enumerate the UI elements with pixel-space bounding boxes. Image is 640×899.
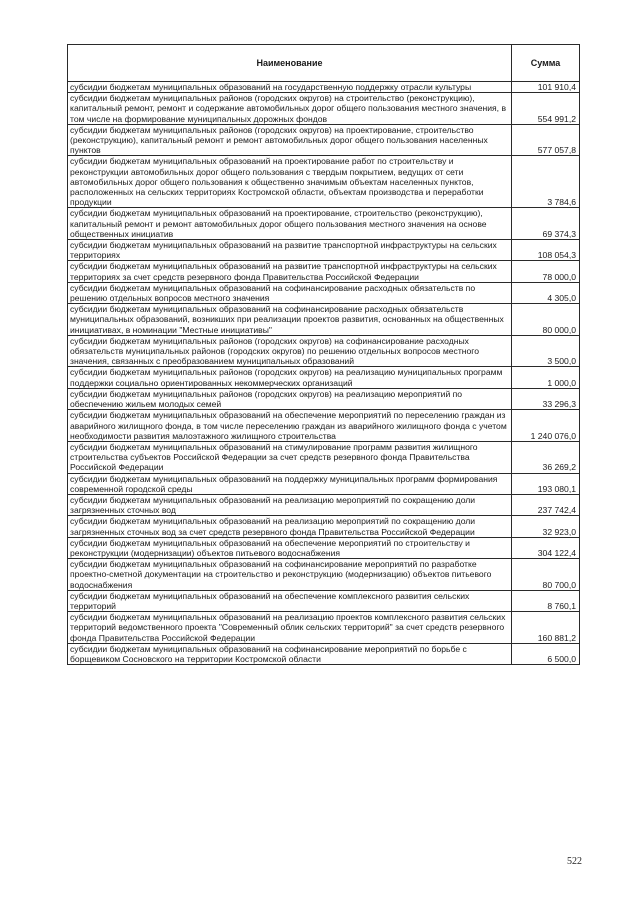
row-sum: 554 991,2 <box>512 93 580 125</box>
row-sum: 108 054,3 <box>512 240 580 261</box>
row-sum: 8 760,1 <box>512 590 580 611</box>
row-name: субсидии бюджетам муниципальных образований на стимулирование программ развития жилищного строительства субъектов Российской Федерации за счет средств резервного фонда Правительства Российской Федерации <box>68 441 512 473</box>
table-row <box>68 367 580 388</box>
row-name: субсидии бюджетам муниципальных образований на софинансирование мероприятий по разработке проектно-сметной документации на строительство и реконструкцию (модернизацию) объектов питьевого водоснабжения <box>68 559 512 591</box>
table-row <box>68 282 580 303</box>
table-row <box>68 156 580 208</box>
row-sum: 304 122,4 <box>512 537 580 558</box>
row-sum: 1 000,0 <box>512 367 580 388</box>
row-name: субсидии бюджетам муниципальных образований на развитие транспортной инфраструктуры на сельских территориях за счет средств резервного фонда Правительства Российской Федерации <box>68 261 512 282</box>
row-name: субсидии бюджетам муниципальных образований на софинансирование расходных обязательств по решению отдельных вопросов местного значения <box>68 282 512 303</box>
table-row <box>68 516 580 537</box>
row-name: субсидии бюджетам муниципальных районов (городских округов) на софинансирование расходных обязательств муниципальных районов (городских округов) по решению отдельных вопросов местного значения, связанных с преобразованием муниципальных образований <box>68 335 512 367</box>
row-sum: 80 700,0 <box>512 559 580 591</box>
row-name: субсидии бюджетам муниципальных образований на реализацию мероприятий по сокращению доли загрязненных сточных вод <box>68 494 512 515</box>
table-row <box>68 82 580 93</box>
table-body <box>68 82 580 665</box>
row-sum: 3 784,6 <box>512 156 580 208</box>
row-sum: 193 080,1 <box>512 473 580 494</box>
row-name: субсидии бюджетам муниципальных образований на софинансирование расходных обязательств муниципальных образований, возникших при реализации проектов развития, основанных на общественных инициативах, в номинации "Местные инициативы" <box>68 304 512 336</box>
header-sum: Сумма <box>512 45 580 82</box>
table-row <box>68 335 580 367</box>
row-sum: 32 923,0 <box>512 516 580 537</box>
row-name: субсидии бюджетам муниципальных образований на реализацию проектов комплексного развития сельских территорий ведомственного проекта "Современный облик сельских территорий" за счет средств резервного фонда Правительства Российской Федерации <box>68 612 512 644</box>
row-sum: 33 296,3 <box>512 388 580 409</box>
table-row <box>68 643 580 664</box>
header-name: Наименование <box>68 45 512 82</box>
table-row <box>68 261 580 282</box>
table-row <box>68 388 580 409</box>
table-row <box>68 473 580 494</box>
table-row <box>68 590 580 611</box>
row-name: субсидии бюджетам муниципальных районов (городских округов) на реализацию мероприятий по обеспечению жильем молодых семей <box>68 388 512 409</box>
row-sum: 577 057,8 <box>512 124 580 156</box>
budget-table <box>67 44 580 665</box>
table-row <box>68 124 580 156</box>
row-sum: 69 374,3 <box>512 208 580 240</box>
row-name: субсидии бюджетам муниципальных образований на реализацию мероприятий по сокращению доли загрязненных сточных вод за счет средств резервного фонда Правительства Российской Федерации <box>68 516 512 537</box>
row-name: субсидии бюджетам муниципальных районов (городских округов) на строительство (реконструкцию), капитальный ремонт, ремонт и содержание автомобильных дорог общего пользования местного значения, в том числе на формирование муниципальных дорожных фондов <box>68 93 512 125</box>
table-row <box>68 441 580 473</box>
row-sum: 1 240 076,0 <box>512 410 580 442</box>
row-name: субсидии бюджетам муниципальных образований на софинансирование мероприятий по борьбе с борщевиком Сосновского на территории Костромской области <box>68 643 512 664</box>
table-row <box>68 410 580 442</box>
row-name: субсидии бюджетам муниципальных районов (городских округов) на реализацию муниципальных программ поддержки социально ориентированных некоммерческих организаций <box>68 367 512 388</box>
table-row <box>68 240 580 261</box>
row-name: субсидии бюджетам муниципальных образований на развитие транспортной инфраструктуры на сельских территориях <box>68 240 512 261</box>
row-name: субсидии бюджетам муниципальных образований на поддержку муниципальных программ формирования современной городской среды <box>68 473 512 494</box>
row-sum: 160 881,2 <box>512 612 580 644</box>
table-row <box>68 494 580 515</box>
table-row <box>68 612 580 644</box>
row-name: субсидии бюджетам муниципальных образований на обеспечение комплексного развития сельских территорий <box>68 590 512 611</box>
table-header-row <box>68 45 580 82</box>
row-sum: 78 000,0 <box>512 261 580 282</box>
row-sum: 101 910,4 <box>512 82 580 93</box>
table-row <box>68 93 580 125</box>
table-row <box>68 537 580 558</box>
row-name: субсидии бюджетам муниципальных образований на проектирование работ по строительству и реконструкции автомобильных дорог общего пользования с твердым покрытием, ведущих от сети автомобильных дорог общего пользования к общественно значимым объектам населенных пунктов, расположенных на сельских территориях Костромской области, объектам производства и переработки продукции <box>68 156 512 208</box>
table-row <box>68 559 580 591</box>
row-name: субсидии бюджетам муниципальных образований на обеспечение мероприятий по строительству и реконструкции (модернизации) объектов питьевого водоснабжения <box>68 537 512 558</box>
table-row <box>68 208 580 240</box>
table-row <box>68 304 580 336</box>
row-sum: 4 305,0 <box>512 282 580 303</box>
row-name: субсидии бюджетам муниципальных районов (городских округов) на проектирование, строительство (реконструкцию), капитальный ремонт и ремонт автомобильных дорог общего пользования населенных пунктов <box>68 124 512 156</box>
row-sum: 36 269,2 <box>512 441 580 473</box>
page-number: 522 <box>567 856 582 867</box>
row-name: субсидии бюджетам муниципальных образований на проектирование, строительство (реконструкцию), капитальный ремонт и ремонт автомобильных дорог общего пользования местного значения на основе общественных инициатив <box>68 208 512 240</box>
row-sum: 3 500,0 <box>512 335 580 367</box>
row-sum: 237 742,4 <box>512 494 580 515</box>
row-name: субсидии бюджетам муниципальных образований на обеспечение мероприятий по переселению граждан из аварийного жилищного фонда, в том числе переселению граждан из аварийного жилищного фонда с учетом необходимости развития малоэтажного жилищного строительства <box>68 410 512 442</box>
row-sum: 6 500,0 <box>512 643 580 664</box>
row-name: субсидии бюджетам муниципальных образований на государственную поддержку отрасли культуры <box>68 82 512 93</box>
row-sum: 80 000,0 <box>512 304 580 336</box>
